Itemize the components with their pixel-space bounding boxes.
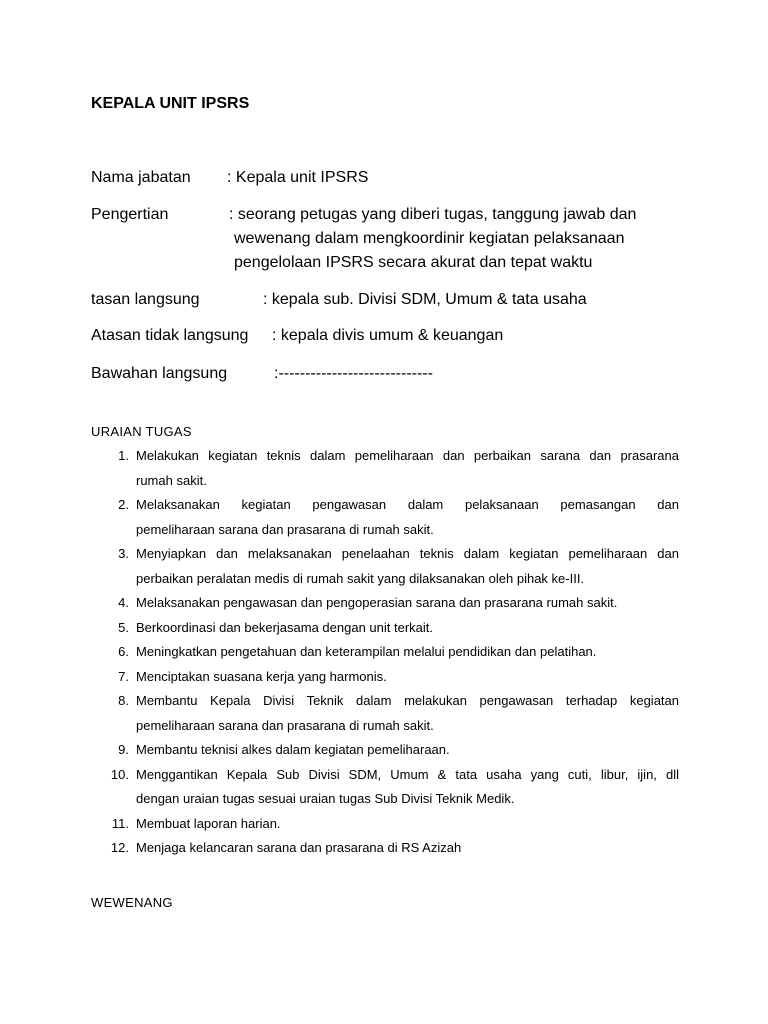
list-text: Membuat laporan harian. <box>136 815 281 831</box>
list-number: 11. <box>111 815 129 831</box>
task-list <box>91 444 679 861</box>
field-label: Pengertian <box>91 206 169 223</box>
list-line: pemeliharaan sarana dan prasarana di rumah sakit. <box>136 717 434 733</box>
list-line: perbaikan peralatan medis di rumah sakit yang dilaksanakan oleh pihak ke-III. <box>136 570 585 586</box>
field-atasan-langsung <box>91 288 631 312</box>
uraian-tugas-heading: URAIAN TUGAS <box>91 424 192 439</box>
list-line: Melaksanakan kegiatan pengawasan dalam pelaksanaan pemasangan dan <box>136 497 679 512</box>
list-line: pemeliharaan sarana dan prasarana di rumah sakit. <box>136 521 434 537</box>
list-item <box>91 444 679 493</box>
field-bawahan-langsung <box>91 362 471 386</box>
list-line: Menggantikan Kepala Sub Divisi SDM, Umum & tata usaha yang cuti, libur, ijin, dll <box>136 766 679 782</box>
list-item <box>91 763 679 812</box>
wewenang-heading: WEWENANG <box>91 895 173 910</box>
field-label: Nama jabatan <box>91 169 191 186</box>
list-number: 3. <box>118 546 129 561</box>
list-item <box>91 542 679 591</box>
list-number: 12. <box>110 840 129 855</box>
list-item <box>91 616 679 641</box>
definition-line: pengelolaan IPSRS secara akurat dan tepat waktu <box>234 254 593 271</box>
list-text <box>136 542 679 591</box>
field-pengertian <box>91 203 231 227</box>
list-number: 2. <box>118 497 129 512</box>
definition-line: : seorang petugas yang diberi tugas, tanggung jawab dan <box>229 206 637 223</box>
list-text: Melaksanakan pengawasan dan pengoperasian sarana dan prasarana rumah sakit. <box>136 595 618 610</box>
field-value: : Kepala unit IPSRS <box>227 169 369 186</box>
list-line: Membantu Kepala Divisi Teknik dalam melakukan pengawasan terhadap kegiatan <box>136 693 679 708</box>
list-text: Menjaga kelancaran sarana dan prasarana di RS Azizah <box>136 840 462 855</box>
field-label: Atasan tidak langsung <box>91 327 249 344</box>
list-item <box>91 689 679 738</box>
field-value: : kepala sub. Divisi SDM, Umum & tata usaha <box>263 291 587 308</box>
list-number: 8. <box>118 693 129 708</box>
field-label: tasan langsung <box>91 291 200 308</box>
list-number: 4. <box>118 595 129 610</box>
field-nama-jabatan <box>91 166 491 190</box>
list-number: 6. <box>118 644 129 659</box>
list-text <box>136 689 679 738</box>
field-pengertian-value <box>229 203 636 275</box>
list-text: Membantu teknisi alkes dalam kegiatan pemeliharaan. <box>136 742 450 757</box>
list-number: 1. <box>118 448 129 463</box>
list-line: rumah sakit. <box>136 472 207 488</box>
list-item <box>91 738 679 763</box>
list-line: Melakukan kegiatan teknis dalam pemeliharaan dan perbaikan sarana dan prasarana <box>136 448 679 463</box>
list-number: 10. <box>110 766 129 782</box>
list-number: 9. <box>118 742 129 757</box>
list-item <box>91 812 679 837</box>
list-text: Berkoordinasi dan bekerjasama dengan unit terkait. <box>136 619 434 635</box>
list-text: Menciptakan suasana kerja yang harmonis. <box>136 668 387 684</box>
list-text <box>136 763 679 812</box>
list-number: 5. <box>118 619 129 635</box>
field-value: :----------------------------- <box>274 365 433 382</box>
list-line: dengan uraian tugas sesuai uraian tugas Sub Divisi Teknik Medik. <box>136 791 515 806</box>
list-text <box>136 444 679 493</box>
list-item <box>91 836 679 861</box>
field-label: Bawahan langsung <box>91 365 228 382</box>
list-text: Meningkatkan pengetahuan dan keterampilan melalui pendidikan dan pelatihan. <box>136 644 597 659</box>
list-item <box>91 493 679 542</box>
definition-line: wewenang dalam mengkoordinir kegiatan pelaksanaan <box>234 230 625 247</box>
list-text <box>136 493 679 542</box>
field-atasan-tidak-langsung <box>91 324 541 348</box>
document-title: KEPALA UNIT IPSRS <box>91 95 250 112</box>
list-item <box>91 640 679 665</box>
list-number: 7. <box>118 668 129 684</box>
field-value: : kepala divis umum & keuangan <box>272 327 504 344</box>
list-item <box>91 591 679 616</box>
list-item <box>91 665 679 690</box>
list-line: Menyiapkan dan melaksanakan penelaahan teknis dalam kegiatan pemeliharaan dan <box>136 546 679 561</box>
